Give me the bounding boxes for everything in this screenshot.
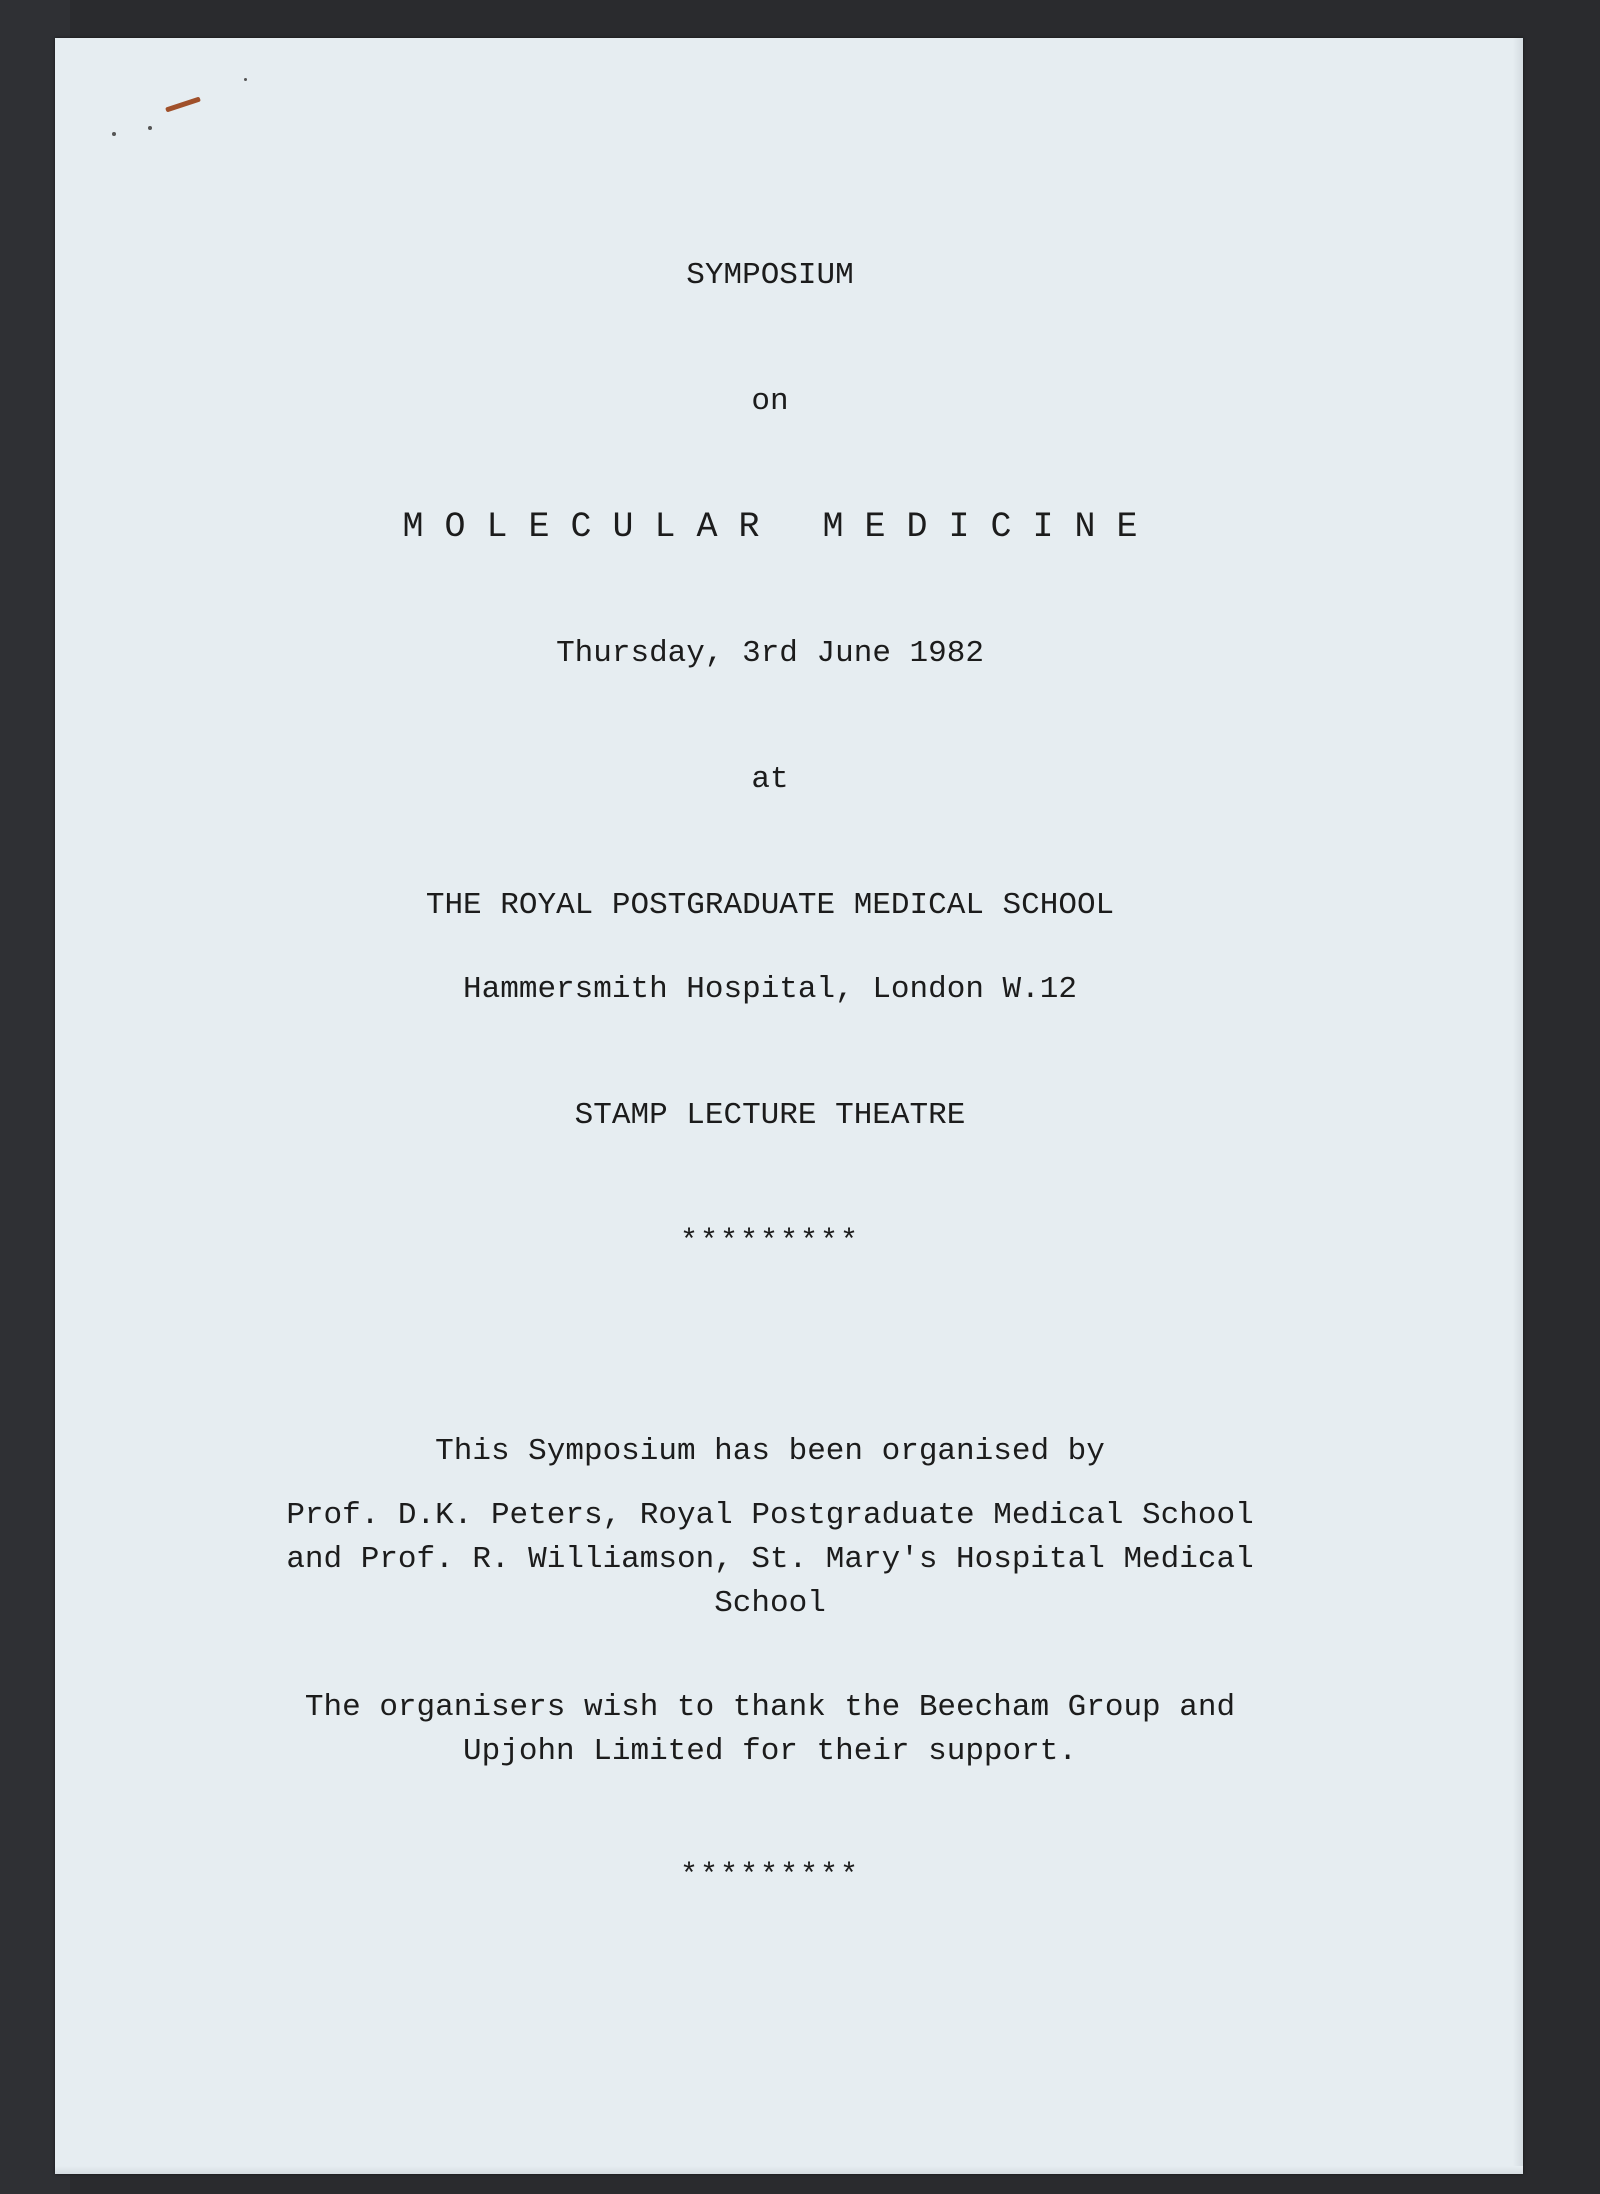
organisers-line: Prof. D.K. Peters, Royal Postgraduate Medical School (286, 1498, 1254, 1533)
separator-stars: ********* (679, 1225, 861, 1259)
thanks-line: The organisers wish to thank the Beecham Group and (304, 1690, 1236, 1725)
symposium-heading: SYMPOSIUM (686, 258, 854, 293)
on-text: on (751, 384, 789, 419)
page-bottom-shadow (55, 2166, 1523, 2174)
symposium-title: M O L E C U L A R M E D I C I N E (402, 507, 1138, 547)
venue-address: Hammersmith Hospital, London W.12 (463, 972, 1077, 1007)
separator-stars: ********* (679, 1859, 861, 1893)
ink-speck (112, 132, 116, 136)
venue-name: THE ROYAL POSTGRADUATE MEDICAL SCHOOL (425, 888, 1115, 923)
ink-speck (244, 78, 247, 81)
ink-speck (148, 126, 152, 130)
organisers-line: and Prof. R. Williamson, St. Mary's Hospital Medical (286, 1542, 1254, 1577)
organisers-line: School (714, 1586, 826, 1621)
organised-intro: This Symposium has been organised by (435, 1434, 1105, 1469)
thanks-line: Upjohn Limited for their support. (463, 1734, 1077, 1769)
symposium-date: Thursday, 3rd June 1982 (556, 636, 984, 671)
at-text: at (751, 762, 789, 797)
lecture-theatre: STAMP LECTURE THEATRE (574, 1098, 966, 1133)
